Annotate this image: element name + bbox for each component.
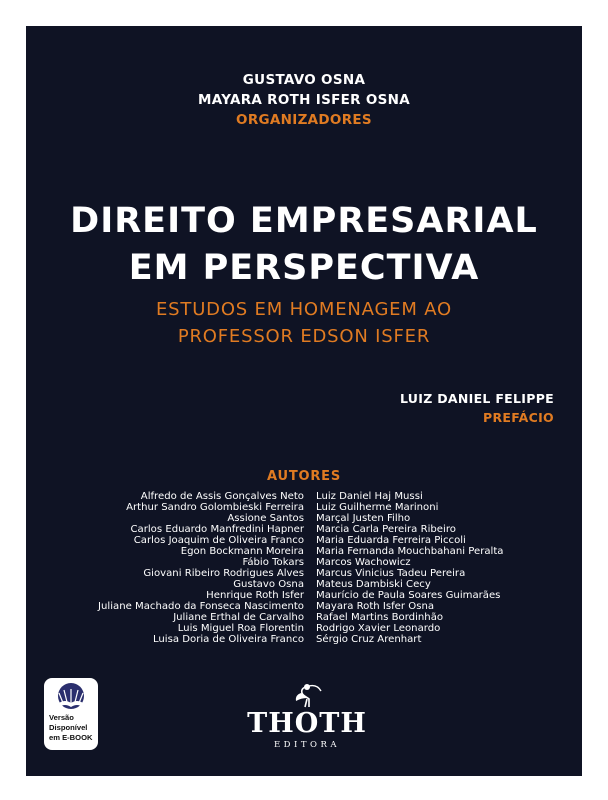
preface-author: LUIZ DANIEL FELIPPE xyxy=(399,391,554,406)
author-name: Luiz Guilherme Marinoni xyxy=(316,502,439,513)
author-name: Marcus Vinicius Tadeu Pereira xyxy=(316,568,466,579)
authors-left-column xyxy=(44,491,304,645)
publisher-name: THOTH xyxy=(247,708,367,739)
author-name: Juliane Machado da Fonseca Nascimento xyxy=(98,601,304,612)
organizers-block xyxy=(26,70,582,130)
author-name: Maria Fernanda Mouchbahani Peralta xyxy=(316,546,504,557)
publisher-logo xyxy=(232,681,382,751)
author-name: Mayara Roth Isfer Osna xyxy=(316,601,435,612)
organizer-name: GUSTAVO OSNA xyxy=(242,72,366,88)
author-name: Arthur Sandro Golombieski Ferreira xyxy=(126,502,304,513)
ibis-bird-icon xyxy=(287,681,327,709)
author-name: Luis Miguel Roa Florentin xyxy=(177,623,304,634)
organizer-name: MAYARA ROTH ISFER OSNA xyxy=(198,92,410,108)
title-line: EM PERSPECTIVA xyxy=(128,248,480,288)
ebook-line: Disponível xyxy=(49,723,88,732)
book-subtitle xyxy=(26,296,582,350)
preface-block xyxy=(400,389,554,427)
book-cover xyxy=(26,26,582,776)
ebook-badge-text xyxy=(49,713,97,743)
author-name: Alfredo de Assis Gonçalves Neto xyxy=(140,491,304,502)
author-name: Henrique Roth Isfer xyxy=(206,590,304,601)
author-name: Assione Santos xyxy=(227,513,304,524)
publisher-subtitle: EDITORA xyxy=(273,740,341,750)
author-name: Juliane Erthal de Carvalho xyxy=(173,612,304,623)
preface-role: PREFÁCIO xyxy=(483,410,554,425)
organizers-role: ORGANIZADORES xyxy=(236,112,372,128)
author-name: Egon Bockmann Moreira xyxy=(180,546,304,557)
author-name: Fábio Tokars xyxy=(242,557,304,568)
author-name: Maurício de Paula Soares Guimarães xyxy=(316,590,501,601)
subtitle-line: ESTUDOS EM HOMENAGEM AO xyxy=(156,299,452,320)
author-name: Giovani Ribeiro Rodrigues Alves xyxy=(143,568,304,579)
authors-right-column xyxy=(316,491,576,645)
author-name: Maria Eduarda Ferreira Piccoli xyxy=(316,535,466,546)
author-name: Marçal Justen Filho xyxy=(316,513,411,524)
authors-heading: AUTORES xyxy=(267,469,341,484)
author-name: Gustavo Osna xyxy=(233,579,304,590)
author-name: Marcia Carla Pereira Ribeiro xyxy=(316,524,456,535)
title-line: DIREITO EMPRESARIAL xyxy=(70,201,538,241)
ebook-line: Versão xyxy=(49,713,74,722)
book-title xyxy=(26,198,582,292)
subtitle-line: PROFESSOR EDSON ISFER xyxy=(177,326,431,347)
author-name: Luiz Daniel Haj Mussi xyxy=(316,491,423,502)
author-name: Rodrigo Xavier Leonardo xyxy=(316,623,441,634)
author-name: Marcos Wachowicz xyxy=(316,557,411,568)
author-name: Carlos Eduardo Manfredini Hapner xyxy=(130,524,304,535)
ebook-badge xyxy=(44,678,98,750)
open-book-icon xyxy=(53,683,89,713)
author-name: Rafael Martins Bordinhão xyxy=(316,612,444,623)
author-name: Luisa Doria de Oliveira Franco xyxy=(152,634,304,645)
author-name: Carlos Joaquim de Oliveira Franco xyxy=(133,535,304,546)
author-name: Sérgio Cruz Arenhart xyxy=(316,634,422,645)
ebook-line: em E-BOOK xyxy=(49,733,93,742)
author-name: Mateus Dambiski Cecy xyxy=(316,579,431,590)
